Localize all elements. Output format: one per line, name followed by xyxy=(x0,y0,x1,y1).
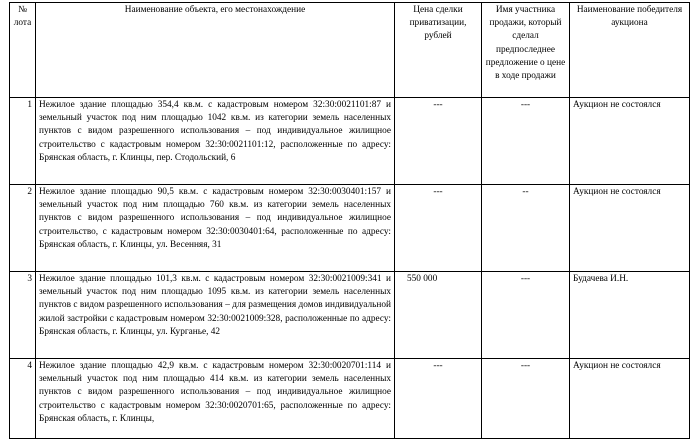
header-object: Наименование объекта, его местонахождение xyxy=(36,3,395,98)
table-row xyxy=(10,359,690,439)
object-description: Нежилое здание площадью 101,3 кв.м. с кадастровым номером 32:30:0021009:341 и земельный участок под ним площадью 1095 кв.м. из категории земель населенных пунктов с видом разрешенного использования – для размещения домов индивидуальной жилой застройки с кадастровым номером 32:30:0021009:328, расположенные по адресу: Брянская область, г. Клинцы, ул. Курганье, 42 xyxy=(36,272,395,359)
participant-name: -- xyxy=(482,185,570,272)
lot-number: 3 xyxy=(10,272,36,359)
header-participant: Имя участника продажи, который сделал предпоследнее предложение о цене в ходе продажи xyxy=(482,3,570,98)
lot-number: 1 xyxy=(10,98,36,185)
lot-number: 4 xyxy=(10,359,36,439)
winner-name: Аукцион не состоялся xyxy=(570,359,690,439)
participant-name: --- xyxy=(482,359,570,439)
sale-price: --- xyxy=(395,185,482,272)
sale-price: --- xyxy=(395,98,482,185)
winner-name: Аукцион не состоялся xyxy=(570,185,690,272)
winner-name: Аукцион не состоялся xyxy=(570,98,690,185)
table-row xyxy=(10,272,690,359)
object-description: Нежилое здание площадью 42,9 кв.м. с кадастровым номером 32:30:0020701:114 и земельный участок под ним площадью 414 кв.м. из категории земель населенных пунктов с видом разрешенного использования – под индивидуальное жилищное строительство с кадастровым номером 32:30:0020701:65, расположенные по адресу: Брянская область, г. Клинцы, xyxy=(36,359,395,439)
lot-number: 2 xyxy=(10,185,36,272)
header-price: Цена сделки приватизации, рублей xyxy=(395,3,482,98)
header-lot-number: № лота xyxy=(10,3,36,98)
object-description: Нежилое здание площадью 90,5 кв.м. с кадастровым номером 32:30:0030401:157 и земельный участок под ним площадью 760 кв.м. из категории земель населенных пунктов с видом разрешенного использования – под индивидуальное жилищное строительство, с кадастровым номером 32:30:0030401:64, расположенные по адресу: Брянская область, г. Клинцы, ул. Весенняя, 31 xyxy=(36,185,395,272)
table-header-row xyxy=(10,3,690,98)
participant-name: --- xyxy=(482,98,570,185)
header-winner: Наименование победителя аукциона xyxy=(570,3,690,98)
participant-name: --- xyxy=(482,272,570,359)
table-row xyxy=(10,185,690,272)
object-description: Нежилое здание площадью 354,4 кв.м. с кадастровым номером 32:30:0021101:87 и земельный участок под ним площадью 1042 кв.м. из категории земель населенных пунктов с видом разрешенного использования – под индивидуальное жилищное строительство с кадастровым номером 32:30:0021101:12, расположенные по адресу: Брянская область, г. Клинцы, пер. Стодольский, 6 xyxy=(36,98,395,185)
sale-price: 550 000 xyxy=(395,272,482,359)
table-row xyxy=(10,98,690,185)
auction-results-table xyxy=(9,2,690,439)
sale-price: --- xyxy=(395,359,482,439)
winner-name: Будачева И.Н. xyxy=(570,272,690,359)
